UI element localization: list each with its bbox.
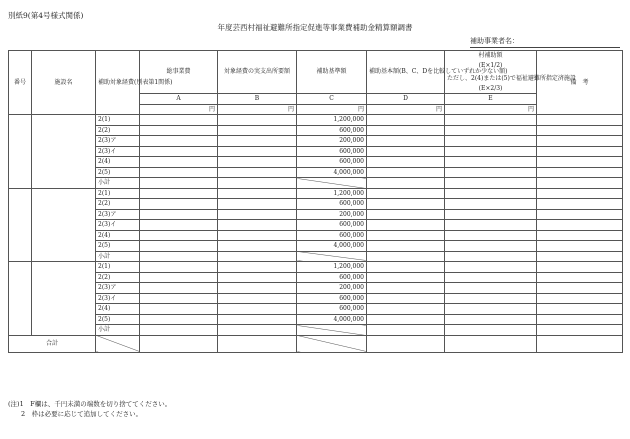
item-code: 2(3)ア	[96, 283, 140, 294]
item-code: 2(4)	[96, 230, 140, 241]
item-code: 2(3)イ	[96, 220, 140, 231]
subsidy-amount-cell[interactable]	[445, 241, 537, 252]
standard-amount: 4,000,000	[297, 167, 367, 178]
letter-a: A	[140, 94, 218, 105]
subtotal-total-cell[interactable]	[140, 325, 218, 336]
basic-amount-cell[interactable]	[367, 262, 445, 273]
table-row	[9, 115, 623, 126]
subtotal-total-cell[interactable]	[140, 251, 218, 262]
remarks-cell[interactable]	[537, 125, 623, 136]
basic-amount-cell[interactable]	[367, 241, 445, 252]
item-code: 2(3)ア	[96, 209, 140, 220]
subsidy-amount-cell[interactable]	[445, 220, 537, 231]
subtotal-subsidy-cell[interactable]	[445, 178, 537, 189]
subsidy-amount-cell[interactable]	[445, 314, 537, 325]
remarks-cell[interactable]	[537, 293, 623, 304]
subsidy-amount-cell[interactable]	[445, 125, 537, 136]
subtotal-label: 小計	[96, 325, 140, 336]
basic-amount-cell[interactable]	[367, 115, 445, 126]
item-code: 2(5)	[96, 167, 140, 178]
actual-cost-cell[interactable]	[218, 146, 297, 157]
actual-cost-cell[interactable]	[218, 209, 297, 220]
table-row	[9, 272, 623, 283]
total-cost-cell[interactable]	[140, 209, 218, 220]
total-label: 合計	[9, 335, 96, 352]
total-cost-cell[interactable]	[140, 272, 218, 283]
remarks-cell[interactable]	[537, 209, 623, 220]
facility-name-cell[interactable]	[32, 188, 96, 262]
actual-cost-cell[interactable]	[218, 314, 297, 325]
note-1: (注)1 F欄は、千円未満の端数を切り捨ててください。	[8, 400, 172, 408]
actual-cost-cell[interactable]	[218, 241, 297, 252]
basic-amount-cell[interactable]	[367, 220, 445, 231]
subtotal-label: 小計	[96, 178, 140, 189]
item-code: 2(1)	[96, 262, 140, 273]
remarks-cell[interactable]	[537, 146, 623, 157]
standard-amount: 600,000	[297, 272, 367, 283]
subtotal-actual-cell[interactable]	[218, 325, 297, 336]
actual-cost-cell[interactable]	[218, 230, 297, 241]
basic-amount-cell[interactable]	[367, 272, 445, 283]
subsidy-amount-cell[interactable]	[445, 209, 537, 220]
letter-e: E	[445, 94, 537, 105]
subsidy-amount-cell[interactable]	[445, 304, 537, 315]
col-facility: 施設名	[32, 51, 96, 115]
actual-cost-cell[interactable]	[218, 188, 297, 199]
basic-amount-cell[interactable]	[367, 209, 445, 220]
subsidy-amount-cell[interactable]	[445, 136, 537, 147]
col-remarks: 備 考	[537, 51, 623, 115]
total-cost-cell[interactable]	[140, 293, 218, 304]
total-cost-cell[interactable]	[140, 125, 218, 136]
unit-subsidy: 円	[445, 104, 537, 115]
subtotal-remarks-cell[interactable]	[537, 325, 623, 336]
remarks-cell[interactable]	[537, 314, 623, 325]
col-actual: 対象経費の実支出所要額	[218, 51, 297, 94]
subtotal-actual-cell[interactable]	[218, 178, 297, 189]
item-code: 2(3)ア	[96, 136, 140, 147]
subtotal-basic-cell[interactable]	[367, 325, 445, 336]
subtotal-subsidy-cell[interactable]	[445, 325, 537, 336]
grand-remarks-cell[interactable]	[537, 335, 623, 352]
grand-subsidy-cell[interactable]	[445, 335, 537, 352]
basic-amount-cell[interactable]	[367, 304, 445, 315]
actual-cost-cell[interactable]	[218, 304, 297, 315]
subsidy-label: 村補助額	[478, 52, 503, 59]
subtotal-actual-cell[interactable]	[218, 251, 297, 262]
basic-amount-cell[interactable]	[367, 293, 445, 304]
item-code: 2(2)	[96, 125, 140, 136]
subtotal-label: 小計	[96, 251, 140, 262]
header-row	[9, 51, 623, 94]
item-code: 2(2)	[96, 199, 140, 210]
standard-amount: 1,200,000	[297, 188, 367, 199]
subtotal-standard-slash	[297, 178, 367, 189]
remarks-cell[interactable]	[537, 230, 623, 241]
col-total: 総事業費	[140, 51, 218, 94]
col-basic: 補助基本額(B、C、Dを比較していずれか少ない額)	[367, 51, 445, 94]
remarks-cell[interactable]	[537, 304, 623, 315]
total-cost-cell[interactable]	[140, 314, 218, 325]
subsidy-condition: ただし、2(4)または(5)で福祉避難所指定済施設	[447, 75, 576, 82]
table-row	[9, 167, 623, 178]
grand-actual-cell[interactable]	[218, 335, 297, 352]
subtotal-subsidy-cell[interactable]	[445, 251, 537, 262]
basic-amount-cell[interactable]	[367, 136, 445, 147]
subtotal-row	[9, 325, 623, 336]
subtotal-row	[9, 178, 623, 189]
table-row	[9, 314, 623, 325]
table-row	[9, 136, 623, 147]
business-name-field[interactable]: 補助事業者名：	[470, 36, 620, 48]
total-row	[9, 335, 623, 352]
item-code: 2(1)	[96, 188, 140, 199]
basic-amount-cell[interactable]	[367, 125, 445, 136]
item-code: 2(3)イ	[96, 293, 140, 304]
remarks-cell[interactable]	[537, 241, 623, 252]
form-number: 別紙9(第4号様式関係)	[8, 11, 84, 20]
letter-c: C	[297, 94, 367, 105]
subtotal-remarks-cell[interactable]	[537, 178, 623, 189]
item-code: 2(4)	[96, 157, 140, 168]
table-row	[9, 125, 623, 136]
actual-cost-cell[interactable]	[218, 293, 297, 304]
subtotal-basic-cell[interactable]	[367, 178, 445, 189]
table-row	[9, 283, 623, 294]
subsidy-amount-cell[interactable]	[445, 115, 537, 126]
notes	[8, 399, 171, 419]
standard-amount: 600,000	[297, 199, 367, 210]
row-number-cell[interactable]	[9, 188, 32, 262]
table-row	[9, 230, 623, 241]
subsidy-rate-alt: (E×2/3)	[478, 84, 503, 92]
note-2: 2 枠は必要に応じて追加してください。	[8, 410, 143, 418]
standard-amount: 1,200,000	[297, 115, 367, 126]
subtotal-standard-slash	[297, 251, 367, 262]
col-standard: 補助基準額	[297, 51, 367, 94]
total-cost-cell[interactable]	[140, 146, 218, 157]
item-code: 2(5)	[96, 241, 140, 252]
standard-amount: 200,000	[297, 209, 367, 220]
standard-amount: 600,000	[297, 157, 367, 168]
standard-amount: 600,000	[297, 125, 367, 136]
actual-cost-cell[interactable]	[218, 220, 297, 231]
grand-basic-cell[interactable]	[367, 335, 445, 352]
unit-standard: 円	[297, 104, 367, 115]
actual-cost-cell[interactable]	[218, 167, 297, 178]
remarks-cell[interactable]	[537, 283, 623, 294]
standard-amount: 600,000	[297, 293, 367, 304]
standard-amount: 200,000	[297, 136, 367, 147]
subsidy-amount-cell[interactable]	[445, 230, 537, 241]
actual-cost-cell[interactable]	[218, 272, 297, 283]
subsidy-amount-cell[interactable]	[445, 146, 537, 157]
subtotal-remarks-cell[interactable]	[537, 251, 623, 262]
standard-amount: 4,000,000	[297, 314, 367, 325]
item-code: 2(2)	[96, 272, 140, 283]
col-no: 番号	[9, 51, 32, 115]
col-item: 補助対象経費(別表第1関係)	[96, 51, 140, 115]
actual-cost-cell[interactable]	[218, 115, 297, 126]
item-code: 2(5)	[96, 314, 140, 325]
subsidy-amount-cell[interactable]	[445, 157, 537, 168]
total-cost-cell[interactable]	[140, 304, 218, 315]
letter-b: B	[218, 94, 297, 105]
total-cost-cell[interactable]	[140, 230, 218, 241]
basic-amount-cell[interactable]	[367, 283, 445, 294]
total-cost-cell[interactable]	[140, 220, 218, 231]
table-row	[9, 304, 623, 315]
standard-amount: 600,000	[297, 220, 367, 231]
subtotal-row	[9, 251, 623, 262]
basic-amount-cell[interactable]	[367, 199, 445, 210]
table-row	[9, 293, 623, 304]
subsidy-amount-cell[interactable]	[445, 188, 537, 199]
table-row	[9, 157, 623, 168]
remarks-cell[interactable]	[537, 157, 623, 168]
subsidy-amount-cell[interactable]	[445, 272, 537, 283]
remarks-cell[interactable]	[537, 262, 623, 273]
row-number-cell[interactable]	[9, 115, 32, 189]
subtotal-total-cell[interactable]	[140, 178, 218, 189]
actual-cost-cell[interactable]	[218, 125, 297, 136]
total-cost-cell[interactable]	[140, 136, 218, 147]
subsidy-amount-cell[interactable]	[445, 262, 537, 273]
basic-amount-cell[interactable]	[367, 146, 445, 157]
document-title: 年度芸西村福祉避難所指定促進等事業費補助金精算額調書	[217, 23, 413, 32]
unit-basic: 円	[367, 104, 445, 115]
subsidy-amount-cell[interactable]	[445, 199, 537, 210]
actual-cost-cell[interactable]	[218, 136, 297, 147]
facility-name-cell[interactable]	[32, 115, 96, 189]
unit-total: 円	[140, 104, 218, 115]
total-standard-slash	[297, 335, 367, 352]
total-cost-cell[interactable]	[140, 241, 218, 252]
table-row	[9, 262, 623, 273]
total-item-slash	[96, 335, 140, 352]
standard-amount: 600,000	[297, 304, 367, 315]
table-row	[9, 199, 623, 210]
total-cost-cell[interactable]	[140, 188, 218, 199]
basic-amount-cell[interactable]	[367, 167, 445, 178]
unit-actual: 円	[218, 104, 297, 115]
remarks-cell[interactable]	[537, 220, 623, 231]
facility-name-cell[interactable]	[32, 262, 96, 336]
actual-cost-cell[interactable]	[218, 283, 297, 294]
total-cost-cell[interactable]	[140, 199, 218, 210]
total-cost-cell[interactable]	[140, 115, 218, 126]
subsidy-rate: (E×1/2)	[478, 61, 503, 69]
subsidy-amount-cell[interactable]	[445, 167, 537, 178]
remarks-cell[interactable]	[537, 167, 623, 178]
table-row	[9, 209, 623, 220]
total-cost-cell[interactable]	[140, 167, 218, 178]
standard-amount: 600,000	[297, 230, 367, 241]
total-cost-cell[interactable]	[140, 262, 218, 273]
basic-amount-cell[interactable]	[367, 157, 445, 168]
table-row	[9, 146, 623, 157]
standard-amount: 1,200,000	[297, 262, 367, 273]
standard-amount: 4,000,000	[297, 241, 367, 252]
subtotal-standard-slash	[297, 325, 367, 336]
letter-d: D	[367, 94, 445, 105]
subsidy-amount-cell[interactable]	[445, 293, 537, 304]
remarks-cell[interactable]	[537, 199, 623, 210]
subsidy-amount-cell[interactable]	[445, 283, 537, 294]
subtotal-basic-cell[interactable]	[367, 251, 445, 262]
table-row	[9, 241, 623, 252]
actual-cost-cell[interactable]	[218, 157, 297, 168]
table-row	[9, 220, 623, 231]
settlement-table	[8, 50, 623, 353]
remarks-cell[interactable]	[537, 115, 623, 126]
standard-amount: 600,000	[297, 146, 367, 157]
item-code: 2(3)イ	[96, 146, 140, 157]
remarks-cell[interactable]	[537, 272, 623, 283]
basic-amount-cell[interactable]	[367, 230, 445, 241]
table-row	[9, 188, 623, 199]
basic-amount-cell[interactable]	[367, 314, 445, 325]
grand-total-cell[interactable]	[140, 335, 218, 352]
row-number-cell[interactable]	[9, 262, 32, 336]
total-cost-cell[interactable]	[140, 283, 218, 294]
actual-cost-cell[interactable]	[218, 199, 297, 210]
remarks-cell[interactable]	[537, 188, 623, 199]
standard-amount: 200,000	[297, 283, 367, 294]
basic-amount-cell[interactable]	[367, 188, 445, 199]
actual-cost-cell[interactable]	[218, 262, 297, 273]
total-cost-cell[interactable]	[140, 157, 218, 168]
remarks-cell[interactable]	[537, 136, 623, 147]
item-code: 2(4)	[96, 304, 140, 315]
item-code: 2(1)	[96, 115, 140, 126]
